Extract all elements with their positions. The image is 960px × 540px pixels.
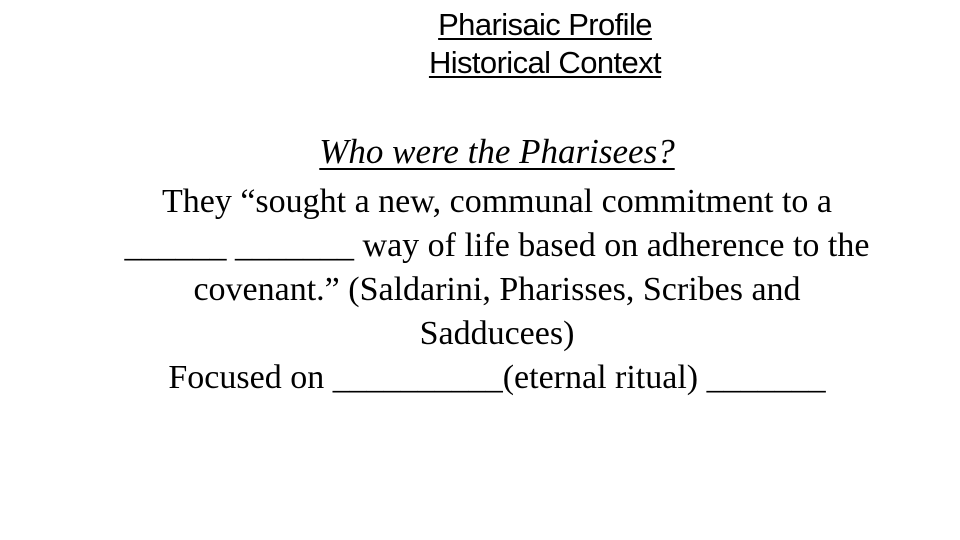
body-line-5: Focused on __________(eternal ritual) _______	[168, 359, 826, 396]
slide-title	[0, 6, 960, 82]
section-question: Who were the Pharisees?	[319, 132, 675, 171]
body-line-2: ______ _______ way of life based on adherence to the	[124, 227, 870, 264]
body-line-1: They “sought a new, communal commitment to a	[161, 183, 833, 220]
body-line-4: Sadducees)	[419, 315, 575, 352]
title-line-2: Historical Context	[428, 45, 662, 80]
title-line-1: Pharisaic Profile	[438, 7, 652, 42]
slide-body	[0, 180, 960, 400]
body-line-3: covenant.” (Saldarini, Pharisses, Scribes and	[193, 271, 801, 308]
